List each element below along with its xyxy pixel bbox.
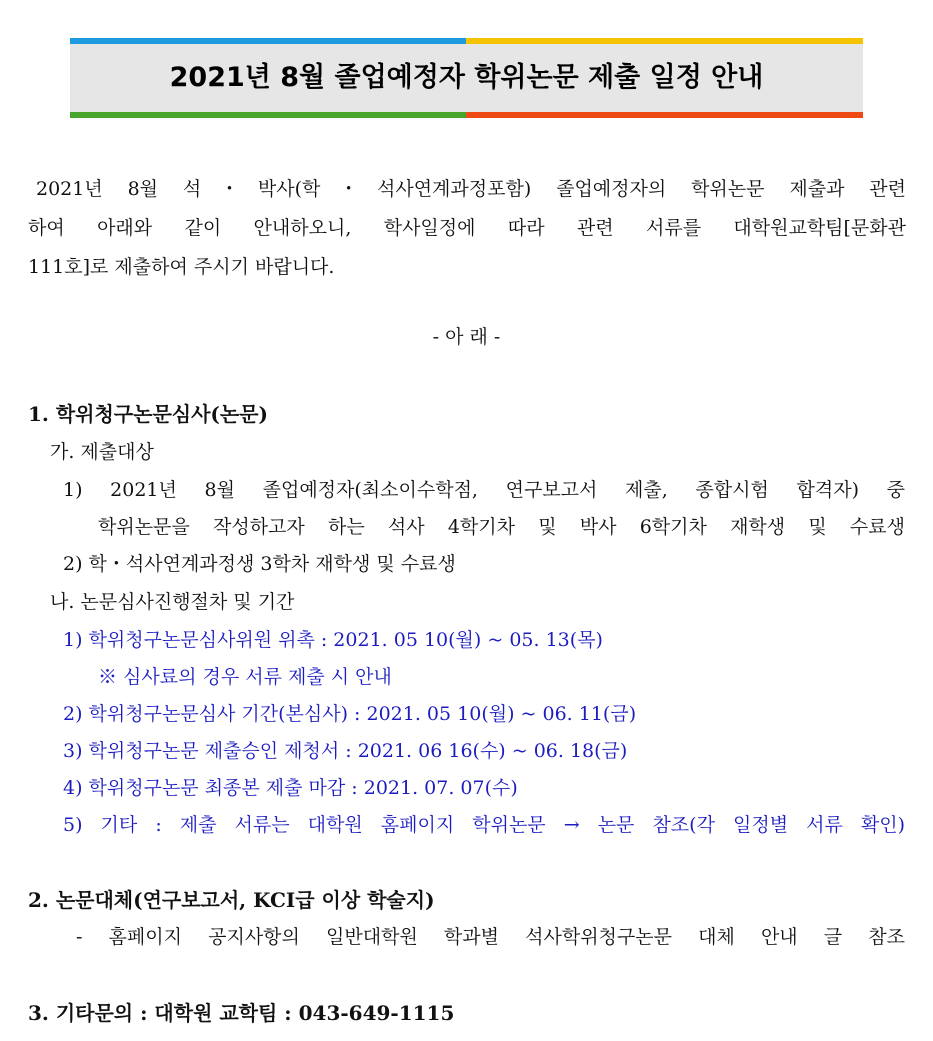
intro-line: 하여 아래와 같이 안내하오니, 학사일정에 따라 관련 서류를 대학원교학팀[문화관 xyxy=(28,217,906,239)
section-1a-item-1: 1) 2021년 8월 졸업예정자(최소이수학점, 연구보고서 제출, 종합시험 합격자) 중 xyxy=(63,479,905,501)
section-1b-item-3: 3) 학위청구논문 제출승인 제청서 : 2021. 06 16(수) ~ 06. 18(금) xyxy=(63,740,628,762)
banner-bar-bottom-right xyxy=(466,112,863,118)
section-2-item: - 홈페이지 공지사항의 일반대학원 학과별 석사학위청구논문 대체 안내 글 참조 xyxy=(76,926,905,948)
section-1a-title: 가. 제출대상 xyxy=(50,441,154,463)
title-banner xyxy=(70,38,863,118)
section-1b-title: 나. 논문심사진행절차 및 기간 xyxy=(50,591,295,613)
separator-heading: - 아 래 - xyxy=(432,326,501,348)
section-1b-item-2: 2) 학위청구논문심사 기간(본심사) : 2021. 05 10(월) ~ 06. 11(금) xyxy=(63,703,637,725)
intro-paragraph xyxy=(28,170,906,287)
section-1a-item-2: 2) 학・석사연계과정생 3학차 재학생 및 수료생 xyxy=(63,553,456,575)
section-3-contact: 3. 기타문의 : 대학원 교학팀 : 043-649-1115 xyxy=(28,1001,455,1025)
banner-bar-bottom-left xyxy=(70,112,466,118)
intro-line: 111호]로 제출하여 주시기 바랍니다. xyxy=(28,256,335,278)
section-1b-note: ※ 심사료의 경우 서류 제출 시 안내 xyxy=(98,666,392,688)
intro-line: 2021년 8월 석・박사(학・석사연계과정포함) 졸업예정자의 학위논문 제출과 관련 xyxy=(36,178,906,200)
section-1a-item-1-cont: 학위논문을 작성하고자 하는 석사 4학기차 및 박사 6학기차 재학생 및 수료생 xyxy=(98,516,905,538)
section-1b-item-5: 5) 기타 : 제출 서류는 대학원 홈페이지 학위논문 → 논문 참조(각 일정별 서류 확인) xyxy=(63,814,905,836)
section-2-title: 2. 논문대체(연구보고서, KCI급 이상 학술지) xyxy=(28,888,435,912)
section-1b-item-4: 4) 학위청구논문 최종본 제출 마감 : 2021. 07. 07(수) xyxy=(63,777,518,799)
page-title: 2021년 8월 졸업예정자 학위논문 제출 일정 안내 xyxy=(169,62,764,93)
section-1b-item-1: 1) 학위청구논문심사위원 위촉 : 2021. 05 10(월) ~ 05. 13(목) xyxy=(63,629,603,651)
section-1-title: 1. 학위청구논문심사(논문) xyxy=(28,402,268,426)
